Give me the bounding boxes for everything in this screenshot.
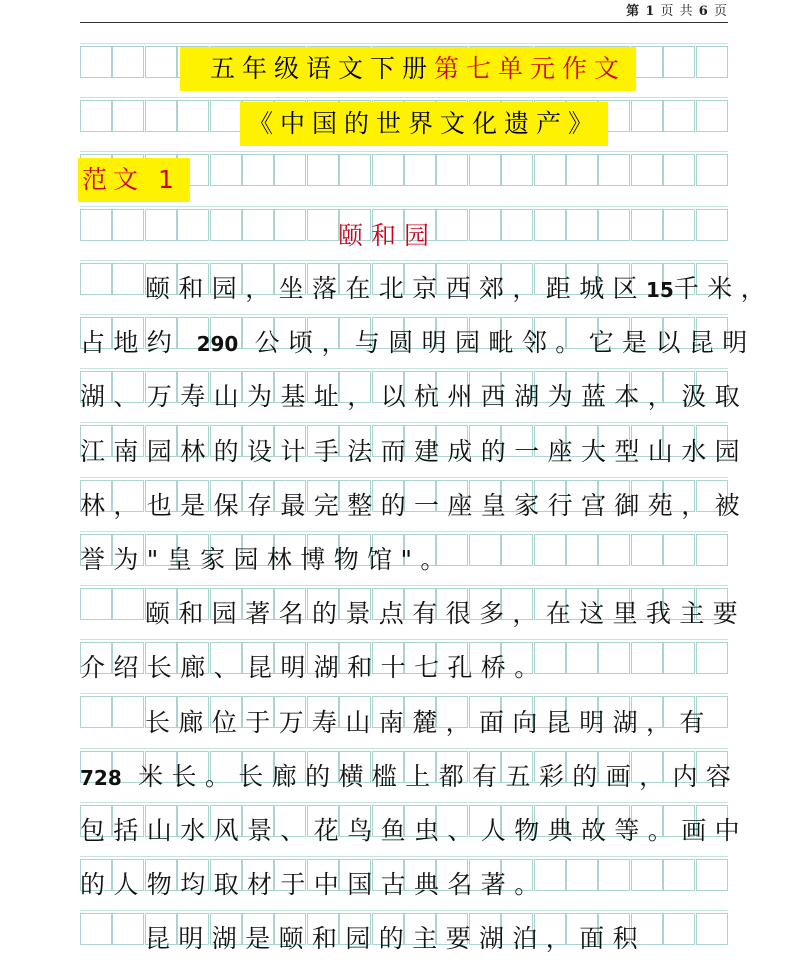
main-title-grade: 五年级语文下册	[210, 54, 435, 83]
grid-cell	[598, 154, 630, 186]
header-current-page: 1	[645, 4, 656, 19]
essay-text: 颐和园著名的景点有很多，在这里我主要	[145, 599, 747, 629]
grid-cell	[663, 209, 695, 241]
essay-line	[80, 269, 793, 309]
essay-line	[80, 919, 793, 959]
essay-text: 介绍长廊、昆明湖和十七孔桥。	[80, 653, 548, 683]
grid-cell	[210, 154, 242, 186]
grid-cell	[210, 100, 242, 132]
essay-text: 长廊位于万寿山南麓，面向昆明湖，有	[145, 707, 713, 737]
grid-cell	[145, 100, 177, 132]
grid-line	[80, 43, 728, 44]
grid-cell	[566, 154, 598, 186]
grid-cell	[631, 154, 663, 186]
grid-cell	[404, 154, 436, 186]
essay-line	[80, 648, 728, 688]
essay-text: 占地约	[80, 328, 197, 358]
header-middle: 页 共	[660, 4, 694, 19]
essay-line	[80, 865, 728, 905]
grid-cell	[80, 46, 112, 78]
grid-cell	[631, 100, 663, 132]
grid-cell	[242, 154, 274, 186]
essay-text: 誉为"皇家园林博物馆"。	[80, 545, 454, 574]
grid-cell	[436, 209, 468, 241]
subtitle: 《中国的世界文化遗产》	[240, 102, 608, 146]
grid-cell	[663, 46, 695, 78]
grid-cell	[534, 209, 566, 241]
essay-text: 公顷，与圆明园毗邻。它是以昆明	[238, 328, 756, 358]
essay-text: 米长。长廊的横槛上都有五彩的画，内容	[121, 761, 740, 791]
sample-label: 范文 1	[78, 158, 190, 202]
essay-title: 颐和园	[338, 221, 438, 250]
essay-text: 千米，	[673, 274, 775, 303]
grid-cell	[242, 209, 274, 241]
grid-cell	[501, 209, 533, 241]
grid-cell	[274, 154, 306, 186]
grid-cell	[696, 209, 728, 241]
grid-paper	[80, 42, 775, 962]
grid-cell	[145, 209, 177, 241]
essay-number: 728	[80, 765, 122, 790]
grid-cell	[210, 209, 242, 241]
essay-line	[80, 486, 749, 526]
grid-cell	[80, 100, 112, 132]
header-suffix: 页	[713, 4, 728, 19]
grid-cell	[696, 46, 728, 78]
grid-cell	[274, 209, 306, 241]
grid-cell	[80, 209, 112, 241]
grid-cell	[501, 154, 533, 186]
grid-cell	[112, 46, 144, 78]
grid-cell	[177, 209, 209, 241]
essay-line	[80, 703, 793, 743]
grid-cell	[469, 154, 501, 186]
essay-text: 林，也是保存最完整的一座皇家行宫御苑，被	[80, 490, 749, 520]
header-rule	[80, 22, 728, 23]
essay-line	[80, 811, 749, 851]
grid-cell	[307, 154, 339, 186]
grid-cell	[145, 46, 177, 78]
essay-line	[80, 757, 740, 797]
grid-cell	[598, 209, 630, 241]
essay-text: 包括山水风景、花鸟鱼虫、人物典故等。画中	[80, 816, 749, 845]
grid-cell	[372, 154, 404, 186]
essay-line	[80, 594, 793, 634]
grid-cell	[663, 100, 695, 132]
essay-line	[80, 377, 749, 417]
essay-text: 江南园林的设计手法而建成的一座大型山水园	[80, 436, 749, 466]
grid-cell	[436, 154, 468, 186]
essay-text: 昆明湖是颐和园的主要湖泊，面积	[145, 924, 647, 954]
essay-line	[80, 432, 749, 472]
grid-cell	[112, 209, 144, 241]
essay-line	[80, 540, 728, 580]
grid-cell	[469, 209, 501, 241]
essay-number: 290	[196, 332, 239, 357]
main-title	[180, 47, 636, 91]
essay-text: 湖、万寿山为基址，以杭州西湖为蓝本，汲取	[80, 382, 749, 412]
header-total-pages: 6	[698, 4, 709, 19]
grid-cell	[631, 209, 663, 241]
grid-cell	[112, 100, 144, 132]
essay-line	[80, 323, 756, 363]
grid-cell	[696, 100, 728, 132]
grid-cell	[566, 209, 598, 241]
grid-cell	[663, 154, 695, 186]
grid-cell	[307, 209, 339, 241]
page-number-header	[626, 0, 728, 19]
grid-cell	[534, 154, 566, 186]
grid-cell	[696, 154, 728, 186]
essay-text: 颐和园，坐落在北京西郊，距城区	[145, 274, 647, 303]
grid-cell	[339, 154, 371, 186]
main-title-unit: 第七单元作文	[434, 54, 627, 83]
essay-text: 的人物均取材于中国古典名著。	[80, 870, 548, 900]
essay-number: 15	[646, 278, 674, 302]
header-prefix: 第	[626, 4, 641, 19]
grid-cell	[177, 100, 209, 132]
